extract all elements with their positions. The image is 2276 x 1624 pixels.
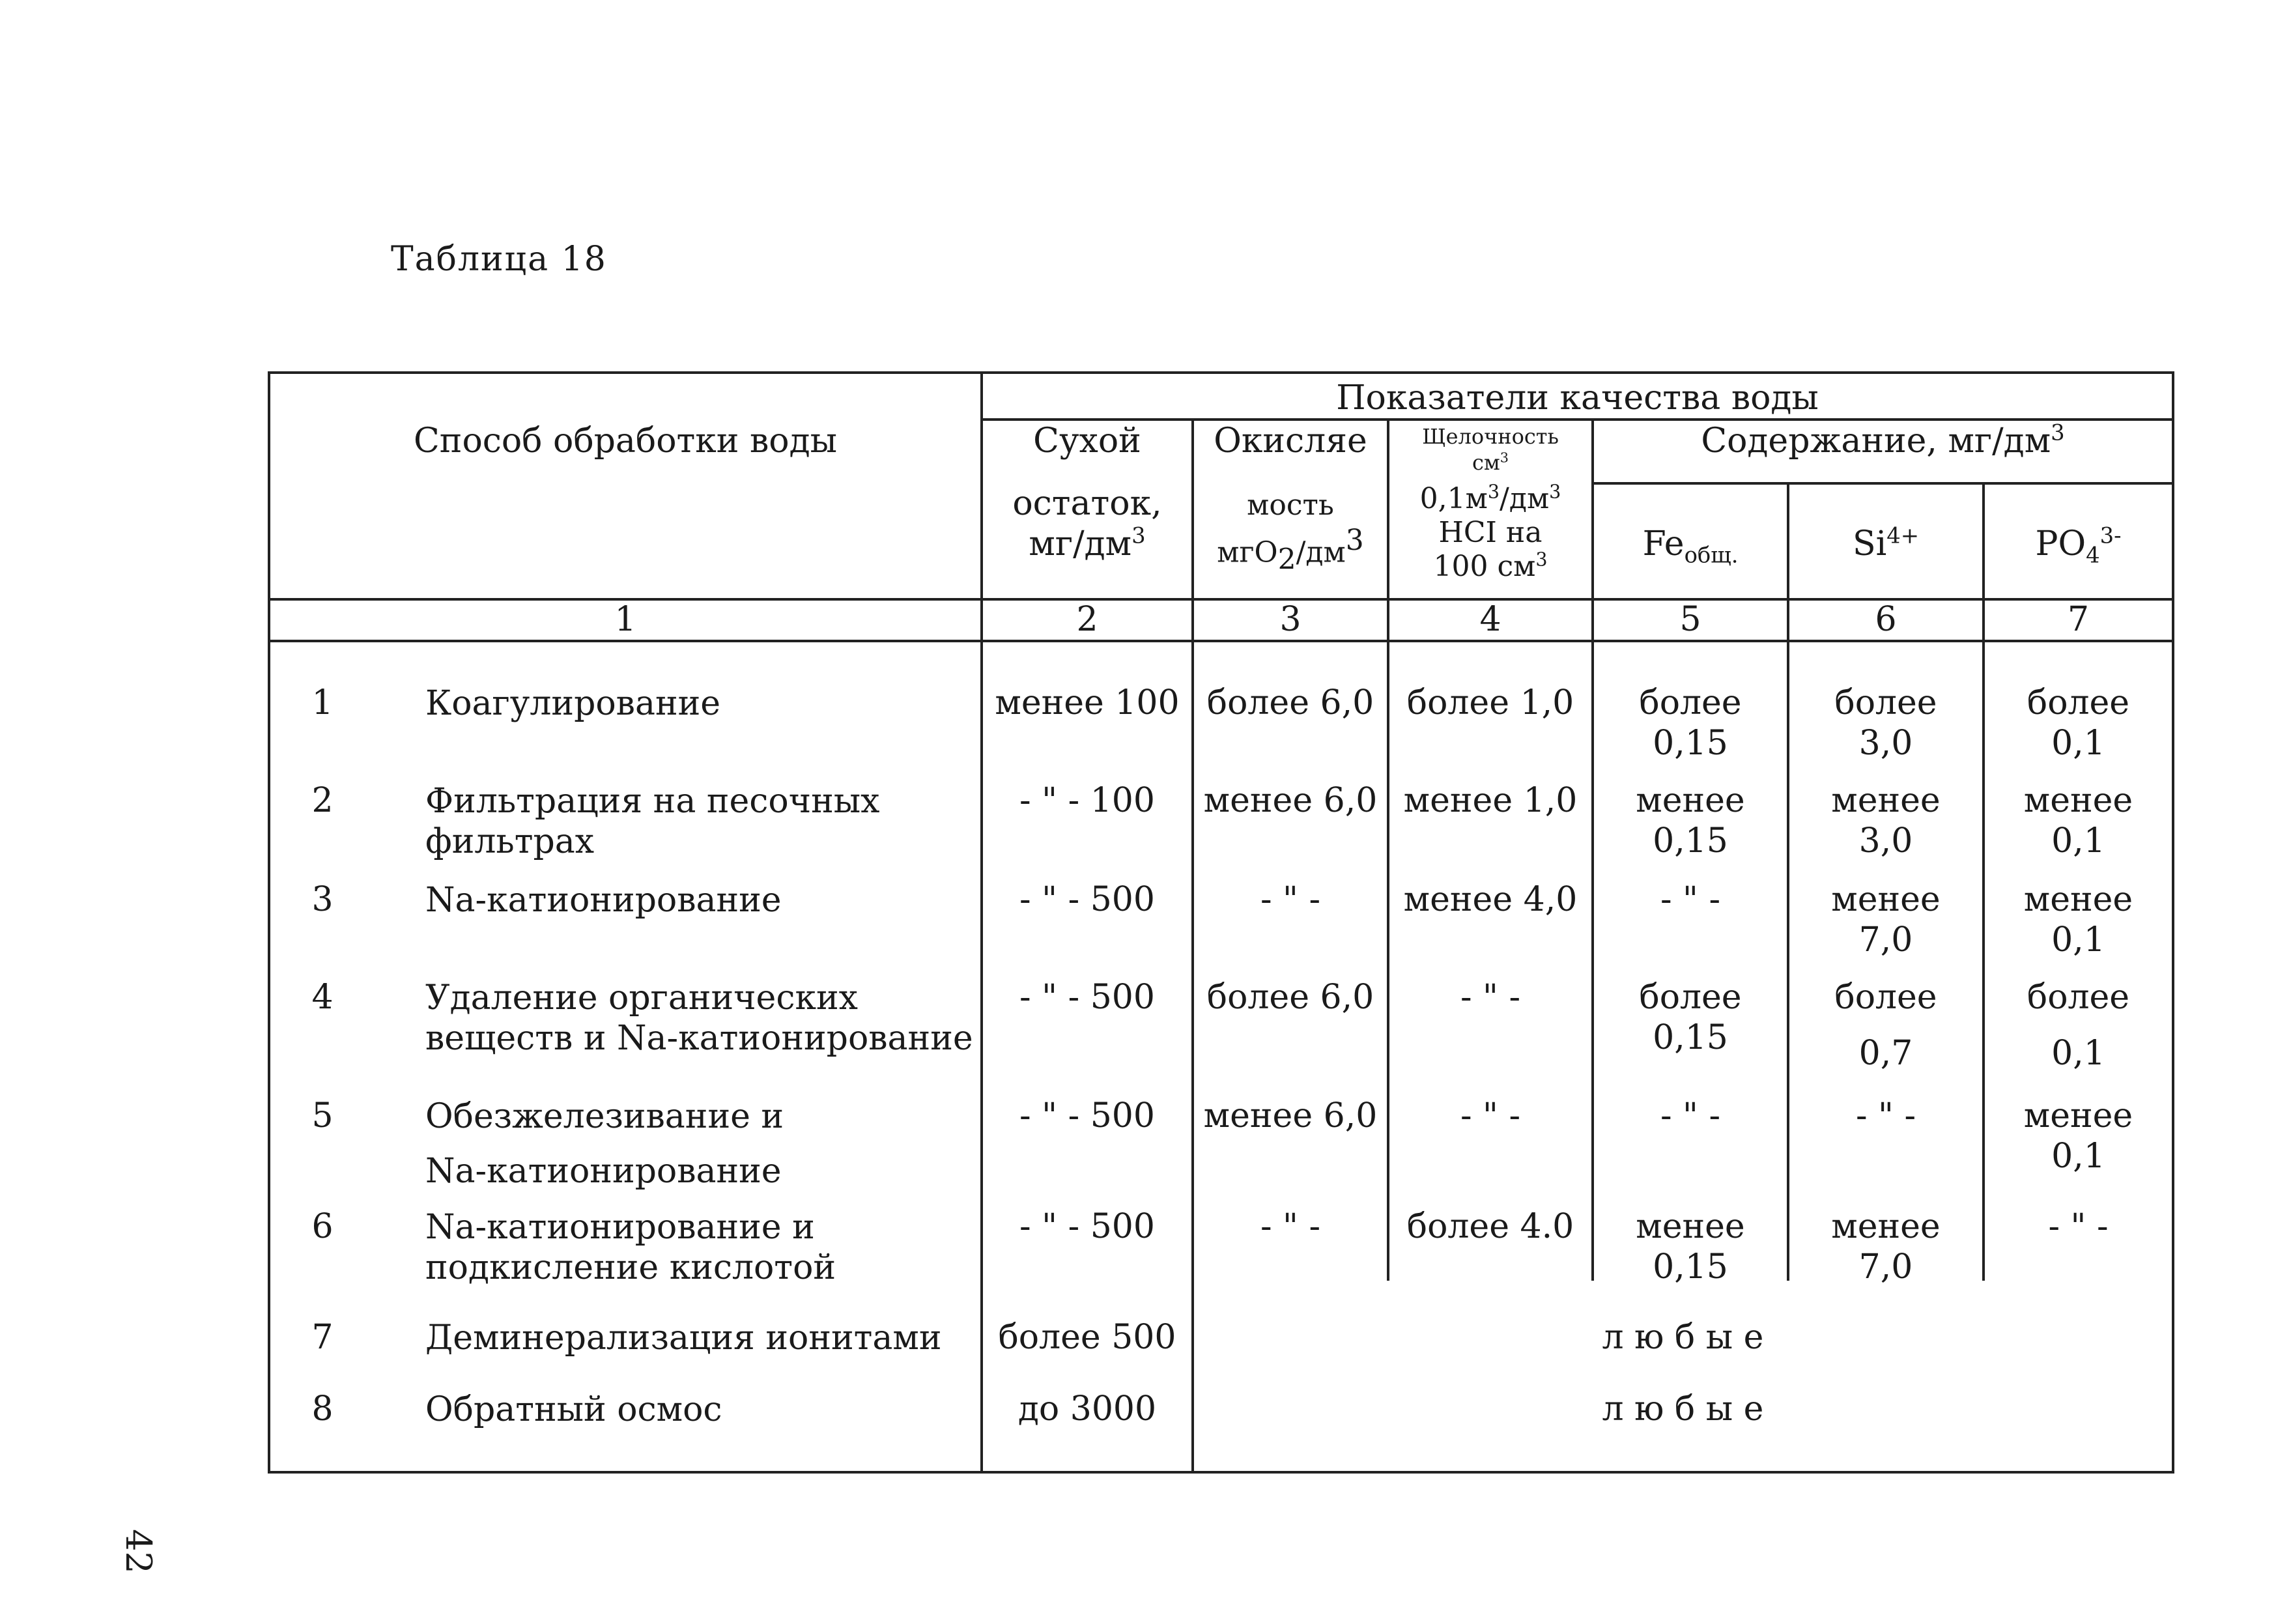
header-ox-line1: Окисляе [1214,421,1367,461]
treatment-method: Удаление органических [425,978,858,1018]
grid-line [270,640,2172,642]
row-number: 6 [311,1207,334,1246]
cell-fe-line2: 0,15 [1653,821,1728,861]
cell-fe: менее [1636,781,1745,820]
superscript: 3 [1549,480,1561,503]
cell-dry: - " - 500 [1019,880,1155,919]
cell-po: более [2027,683,2130,722]
header-content [1594,421,2172,461]
water-treatment-table [268,371,2174,1474]
cell-alk: - " - [1460,1096,1521,1135]
header-dry-residue [983,421,1191,564]
header-alk-line4: HCI на [1438,516,1543,549]
cell-fe: - " - [1660,1096,1721,1135]
header-alkalinity [1389,423,1591,584]
grid-line [1591,482,2172,485]
cell-si-line2: 3,0 [1858,724,1913,763]
header-method: Способ обработки воды [414,421,837,461]
subscript: общ. [1684,542,1739,568]
cell-fe: более [1639,978,1742,1017]
cell-ox: менее 6,0 [1203,781,1378,820]
cell-si: - " - [1855,1096,1916,1135]
row-number: 1 [311,683,334,722]
treatment-method: Деминерализация ионитами [425,1318,942,1358]
cell-po-line2: 0,1 [2051,724,2105,763]
header-po-label: PO [2035,524,2086,563]
cell-fe-line2: 0,15 [1653,1247,1728,1287]
subscript: 4 [2086,542,2100,568]
col-number-7: 7 [2067,600,2090,639]
superscript: 3 [1500,449,1509,466]
cell-po: менее [2023,781,2133,820]
cell-dry: до 3000 [1017,1389,1157,1429]
treatment-method: Обратный осмос [425,1390,722,1429]
cell-si-line2: 3,0 [1858,821,1913,861]
cell-po-line2: 0,1 [2051,1137,2105,1176]
subscript: 2 [1277,543,1296,577]
page-number: 42 [117,1529,159,1574]
cell-si-line2: 0,7 [1858,1034,1913,1073]
cell-po: - " - [2048,1207,2109,1246]
cell-alk: более 1,0 [1406,683,1574,722]
header-oxidizability [1194,421,1387,577]
col-number-6: 6 [1875,600,1897,639]
cell-alk: - " - [1460,978,1521,1017]
cell-dry: - " - 500 [1019,1207,1155,1246]
cell-dry: менее 100 [995,683,1180,722]
cell-fe-line2: 0,15 [1653,1018,1728,1057]
cell-si: более [1834,978,1937,1017]
header-po4 [1985,522,2172,568]
treatment-method: Na-катионирование [425,881,782,920]
col-number-2: 2 [1076,600,1098,639]
cell-po: менее [2023,1096,2133,1135]
header-content-label: Содержание, мг/дм [1701,421,2051,461]
cell-si: менее [1831,880,1941,919]
treatment-method-line2: Na-катионирование [425,1152,782,1191]
header-ox-line3b: /дм [1296,535,1346,569]
cell-alk: менее 4,0 [1403,880,1578,919]
cell-fe-line2: 0,15 [1653,724,1728,763]
cell-po-line2: 0,1 [2051,821,2105,861]
header-ox-line3a: мгО [1217,535,1278,569]
superscript: 3 [1535,548,1548,571]
header-si [1789,524,1982,564]
cell-po-line2: 0,1 [2051,1034,2105,1073]
cell-fe: - " - [1660,880,1721,919]
row-number: 8 [311,1389,334,1429]
superscript: 4+ [1886,522,1920,548]
header-alk-line5: 100 см [1433,550,1536,583]
cell-ox: более 6,0 [1206,978,1374,1017]
superscript: 3 [2051,420,2065,446]
cell-dry: - " - 500 [1019,978,1155,1017]
cell-ox: более 6,0 [1206,683,1374,722]
cell-si: менее [1831,1207,1941,1246]
cell-alk: менее 1,0 [1403,781,1578,820]
header-dry-line3: мг/дм [1029,524,1132,563]
treatment-method-line2: фильтрах [425,822,595,861]
header-ox-line2: мость [1247,489,1334,522]
cell-ox: менее 6,0 [1203,1096,1378,1135]
cell-dry: - " - 100 [1019,781,1155,820]
header-fe [1594,524,1787,568]
header-fe-label: Fe [1642,524,1685,563]
treatment-method: Фильтрация на песочных [425,782,880,821]
row-number: 4 [311,978,334,1017]
cell-dry: - " - 500 [1019,1096,1155,1135]
header-si-label: Si [1852,524,1887,563]
header-alk-line3b: /дм [1500,482,1550,515]
cell-any-values: л ю б ы е [1602,1389,1764,1429]
cell-po: более [2027,978,2130,1017]
header-quality-group: Показатели качества воды [1336,378,1819,418]
header-alk-line1: Щелочность [1422,424,1559,449]
cell-fe: менее [1636,1207,1745,1246]
superscript: 3 [1345,524,1364,557]
header-alk-line3a: 0,1м [1419,482,1488,515]
superscript: 3- [2099,522,2122,548]
row-number: 5 [311,1096,334,1135]
header-dry-line2: остаток, [1012,484,1162,523]
cell-ox: - " - [1260,1207,1321,1246]
cell-si-line2: 7,0 [1858,1247,1913,1287]
cell-any-values: л ю б ы е [1602,1318,1764,1357]
cell-dry: более 500 [998,1318,1176,1357]
treatment-method: Na-катионирование и [425,1208,815,1247]
row-number: 2 [311,781,334,820]
col-number-1: 1 [614,600,636,639]
cell-si-line2: 7,0 [1858,920,1913,960]
cell-po: менее [2023,880,2133,919]
col-number-3: 3 [1279,600,1302,639]
row-number: 7 [311,1318,334,1357]
row-number: 3 [311,880,334,919]
cell-fe: более [1639,683,1742,722]
cell-si: более [1834,683,1937,722]
cell-alk: более 4.0 [1406,1207,1574,1246]
treatment-method-line2: подкисление кислотой [425,1248,836,1287]
treatment-method: Обезжелезивание и [425,1097,784,1136]
cell-si: менее [1831,781,1941,820]
col-number-4: 4 [1479,600,1501,639]
treatment-method-line2: веществ и Na-катионирование [425,1019,973,1058]
cell-po-line2: 0,1 [2051,920,2105,960]
col-number-5: 5 [1679,600,1701,639]
superscript: 3 [1131,522,1146,548]
superscript: 3 [1487,480,1500,503]
header-alk-line2: см [1472,450,1500,475]
treatment-method: Коагулирование [425,684,721,723]
table-caption: Таблица 18 [391,240,607,279]
header-dry-line1: Сухой [1033,421,1141,461]
cell-ox: - " - [1260,880,1321,919]
